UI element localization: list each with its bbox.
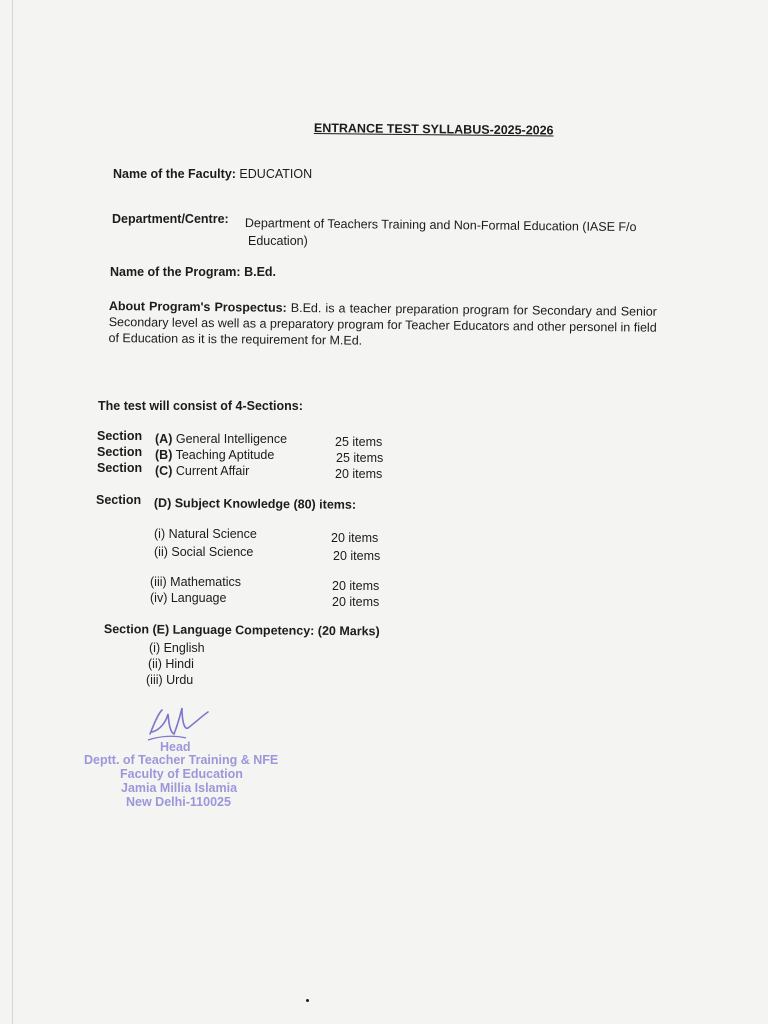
section-a-prefix: Section xyxy=(97,429,143,443)
section-d-prefix: Section xyxy=(96,493,142,507)
subject-name: Social Science xyxy=(171,545,254,559)
stamp-line-university: Jamia Millia Islamia xyxy=(121,781,238,795)
language-urdu xyxy=(146,672,193,688)
stamp-line-head: Head xyxy=(160,740,191,754)
section-a-items: 25 items xyxy=(335,435,383,449)
faculty-label: Name of the Faculty: xyxy=(113,167,236,181)
department-value-line1: Department of Teachers Training and Non-Formal Education (IASE F/o xyxy=(244,215,637,235)
subject-name: Language xyxy=(170,591,227,605)
program-label: Name of the Program: xyxy=(110,265,241,279)
language-num: (i) xyxy=(149,641,161,655)
subject-name: Mathematics xyxy=(170,575,242,589)
language-name: Hindi xyxy=(165,657,194,671)
subject-num: (iii) xyxy=(150,575,167,589)
program-value: B.Ed. xyxy=(244,265,277,279)
department-label: Department/Centre: xyxy=(112,212,229,226)
section-e-heading: Section (E) Language Competency: (20 Marks) xyxy=(103,621,380,639)
sections-heading: The test will consist of 4-Sections: xyxy=(98,399,303,413)
section-b-label: Teaching Aptitude xyxy=(175,448,275,462)
section-c-name xyxy=(155,463,249,479)
section-b-code: (B) xyxy=(155,448,173,462)
section-c-prefix: Section xyxy=(97,461,143,475)
subject-items: 20 items xyxy=(331,531,379,545)
section-c-label: Current Affair xyxy=(175,464,250,478)
prospectus-paragraph xyxy=(108,298,656,352)
page-dot xyxy=(306,999,309,1002)
language-name: English xyxy=(163,641,205,655)
page-title: ENTRANCE TEST SYLLABUS-2025-2026 xyxy=(313,121,554,138)
department-value-line2: Education) xyxy=(248,234,308,248)
section-b-name xyxy=(155,447,274,463)
stamp-line-department: Deptt. of Teacher Training & NFE xyxy=(84,753,279,767)
subject-items: 20 items xyxy=(332,595,380,609)
subject-num: (ii) xyxy=(154,545,168,559)
stamp-line-faculty: Faculty of Education xyxy=(120,767,243,781)
section-a-label: General Intelligence xyxy=(175,432,288,446)
subject-language xyxy=(150,590,226,606)
subject-num: (iv) xyxy=(150,591,168,605)
section-a-name xyxy=(155,431,287,447)
section-b-prefix: Section xyxy=(97,445,143,459)
subject-items: 20 items xyxy=(333,549,381,563)
section-b-items: 25 items xyxy=(336,451,384,465)
subject-social-science xyxy=(154,544,253,560)
prospectus-text: B.Ed. is a teacher preparation program for Secondary and Senior Secondary level as well as a preparatory program for Teacher Educators and other personel in field of Education as it is the requirement for M.Ed. xyxy=(108,300,657,348)
stamp-line-city: New Delhi-110025 xyxy=(126,795,231,809)
program-line xyxy=(110,264,276,280)
language-name: Urdu xyxy=(166,673,194,687)
language-hindi xyxy=(148,656,194,672)
subject-items: 20 items xyxy=(332,579,380,593)
language-num: (iii) xyxy=(146,673,163,687)
language-english xyxy=(149,640,205,656)
section-c-items: 20 items xyxy=(335,467,383,481)
section-d-heading: (D) Subject Knowledge (80) items: xyxy=(153,495,357,512)
faculty-value: EDUCATION xyxy=(239,167,313,181)
subject-num: (i) xyxy=(154,527,166,541)
section-a-code: (A) xyxy=(155,432,173,446)
faculty-line xyxy=(113,166,312,182)
section-c-code: (C) xyxy=(155,464,173,478)
prospectus-label: About Program's Prospectus: xyxy=(108,298,287,315)
page-edge xyxy=(12,0,13,1024)
subject-natural-science xyxy=(154,526,257,542)
language-num: (ii) xyxy=(148,657,162,671)
subject-name: Natural Science xyxy=(168,527,257,541)
subject-mathematics xyxy=(150,574,241,590)
